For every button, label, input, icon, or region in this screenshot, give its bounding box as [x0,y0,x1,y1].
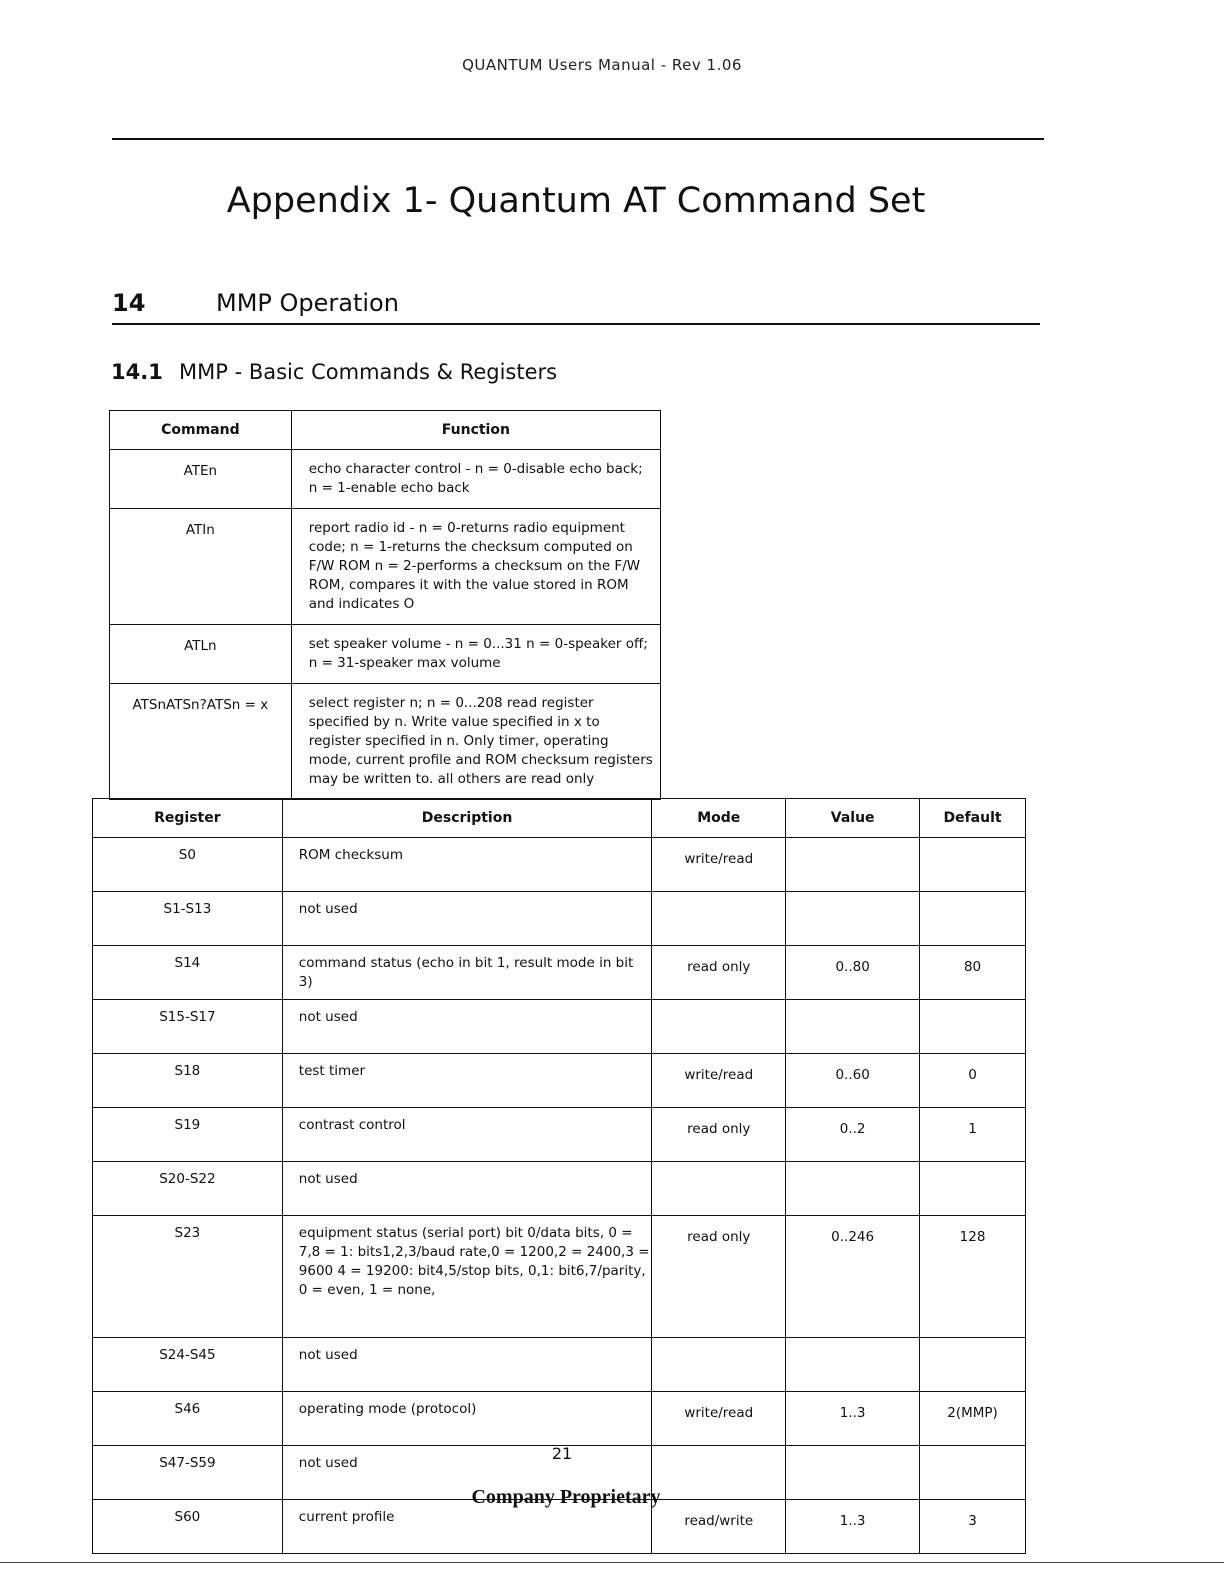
subsection-number: 14.1 [111,360,163,384]
value-cell: 0..60 [786,1054,920,1108]
command-table [109,410,661,800]
default-cell [920,892,1026,946]
function-cell: echo character control - n = 0-disable echo back; n = 1-enable echo back [291,450,660,509]
value-cell [786,892,920,946]
appendix-title: Appendix 1- Quantum AT Command Set [226,181,926,221]
mode-cell: write/read [652,838,786,892]
subsection-heading [111,360,557,384]
table-row [93,1392,1026,1446]
description-cell: not used [282,1162,652,1216]
mode-cell: read only [652,946,786,1000]
column-header-command: Command [110,411,292,450]
value-cell: 1..3 [786,1392,920,1446]
table-row [93,946,1026,1000]
page-number: 21 [551,1444,573,1463]
register-cell: S15-S17 [93,1000,283,1054]
function-cell: select register n; n = 0...208 read register specified by n. Write value specified in x to register specified in n. Only timer, operating mode, current profile and ROM checksum registers may be written to. all others are read only [291,684,660,800]
table-row [93,892,1026,946]
description-cell: not used [282,1000,652,1054]
default-cell: 3 [920,1500,1026,1554]
value-cell [786,1162,920,1216]
section-heading [112,289,1040,325]
value-cell: 0..2 [786,1108,920,1162]
value-cell: 0..246 [786,1216,920,1338]
description-cell: contrast control [282,1108,652,1162]
default-cell: 1 [920,1108,1026,1162]
table-row [110,684,661,800]
description-cell: operating mode (protocol) [282,1392,652,1446]
command-table-header [110,411,661,450]
value-cell: 0..80 [786,946,920,1000]
default-cell [920,1338,1026,1392]
register-cell: S60 [93,1500,283,1554]
table-row [110,625,661,684]
command-cell: ATIn [110,509,292,625]
table-row [93,1108,1026,1162]
register-cell: S23 [93,1216,283,1338]
column-header-register: Register [93,799,283,838]
description-cell: current profile [282,1500,652,1554]
description-cell: not used [282,1338,652,1392]
section-title: MMP Operation [216,289,399,317]
command-cell: ATLn [110,625,292,684]
default-cell: 2(MMP) [920,1392,1026,1446]
table-row [93,1000,1026,1054]
function-cell: set speaker volume - n = 0...31 n = 0-speaker off; n = 31-speaker max volume [291,625,660,684]
command-cell: ATSnATSn?ATSn = x [110,684,292,800]
mode-cell: read only [652,1216,786,1338]
description-cell: ROM checksum [282,838,652,892]
table-row [93,1162,1026,1216]
footer-rule [0,1562,1224,1563]
header-rule [112,138,1044,140]
command-cell: ATEn [110,450,292,509]
value-cell: 1..3 [786,1500,920,1554]
column-header-mode: Mode [652,799,786,838]
register-cell: S14 [93,946,283,1000]
footer-proprietary: Company Proprietary [471,1486,661,1508]
mode-cell [652,1162,786,1216]
register-cell: S1-S13 [93,892,283,946]
section-number: 14 [112,289,146,317]
column-header-value: Value [786,799,920,838]
column-header-default: Default [920,799,1026,838]
register-cell: S0 [93,838,283,892]
register-cell: S24-S45 [93,1338,283,1392]
function-cell: report radio id - n = 0-returns radio equipment code; n = 1-returns the checksum computed on F/W ROM n = 2-performs a checksum on the F/W ROM, compares it with the value stored in ROM and indicates O [291,509,660,625]
description-cell: test timer [282,1054,652,1108]
register-cell: S19 [93,1108,283,1162]
column-header-description: Description [282,799,652,838]
running-header: QUANTUM Users Manual - Rev 1.06 [462,56,742,74]
default-cell [920,838,1026,892]
register-cell: S18 [93,1054,283,1108]
table-row [93,838,1026,892]
mode-cell [652,1338,786,1392]
subsection-title: MMP - Basic Commands & Registers [179,360,558,384]
mode-cell: read/write [652,1500,786,1554]
register-cell: S46 [93,1392,283,1446]
default-cell: 128 [920,1216,1026,1338]
register-table [92,798,1026,1554]
value-cell [786,1338,920,1392]
mode-cell [652,892,786,946]
register-cell: S47-S59 [93,1446,283,1500]
default-cell [920,1162,1026,1216]
mode-cell: read only [652,1108,786,1162]
column-header-function: Function [291,411,660,450]
table-row [93,1338,1026,1392]
description-cell: equipment status (serial port) bit 0/data bits, 0 = 7,8 = 1: bits1,2,3/baud rate,0 = 1200,2 = 2400,3 = 9600 4 = 19200: bit4,5/stop bits, 0,1: bit6,7/parity, 0 = even, 1 = none, [282,1216,652,1338]
mode-cell: write/read [652,1392,786,1446]
register-table-header [93,799,1026,838]
description-cell: command status (echo in bit 1, result mode in bit 3) [282,946,652,1000]
table-row [110,509,661,625]
description-cell: not used [282,892,652,946]
value-cell [786,838,920,892]
table-row [93,1216,1026,1338]
mode-cell: write/read [652,1054,786,1108]
mode-cell [652,1000,786,1054]
value-cell [786,1000,920,1054]
default-cell: 80 [920,946,1026,1000]
description-cell: not used [282,1446,652,1500]
table-row [93,1054,1026,1108]
register-cell: S20-S22 [93,1162,283,1216]
default-cell: 0 [920,1054,1026,1108]
default-cell [920,1000,1026,1054]
table-row [110,450,661,509]
